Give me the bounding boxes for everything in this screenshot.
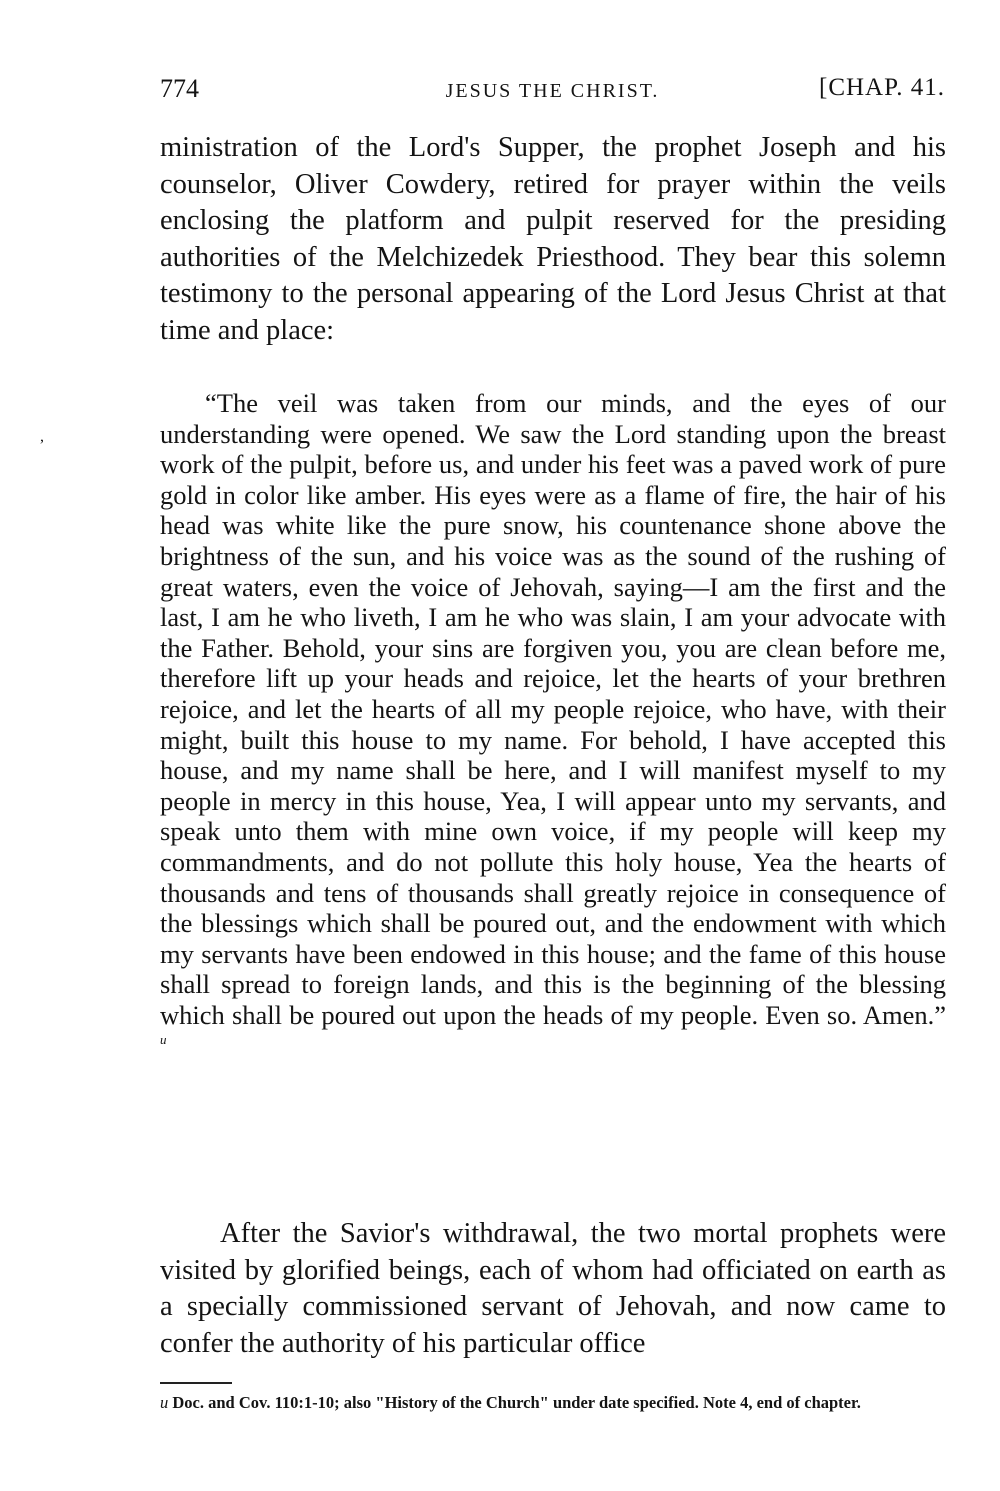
running-header <box>160 70 945 110</box>
block-quote-text: “The veil was taken from our minds, and the eyes of our understanding were opened. We saw the Lord standing upon the breast work of the pulpit, before us, and under his feet was a paved work of pure gold in color like amber. His eyes were as a flame of fire, the hair of his head was white like the pure snow, his countenance shone above the brightness of the sun, and his voice was as the sound of the rushing of great waters, even the voice of Jehovah, saying—I am the first and the last, I am he who liveth, I am he who was slain, I am your advocate with the Father. Behold, your sins are forgiven you, you are clean before me, therefore lift up your heads and rejoice, let the hearts of your brethren rejoice, and let the hearts of all my people rejoice, who have, with their might, built this house to my name. For behold, I have accepted this house, and my name shall be here, and I will manifest myself to my people in mercy in this house, Yea, I will appear unto my servants, and speak unto them with mine own voice, if my people will keep my commandments, and do not pollute this holy house, Yea the hearts of thousands and tens of thousands shall greatly rejoice in consequence of the blessings which shall be poured out, and the endowment with which my servants have been endowed in this house; and the fame of this house shall spread to foreign lands, and this is the beginning of the blessing which shall be poured out upon the heads of my people. Even so. Amen.” <box>160 388 946 1030</box>
footnote-reference-mark: u <box>160 1032 167 1048</box>
intro-paragraph: ministration of the Lord's Supper, the prophet Joseph and his counselor, Oliver Cowdery, retired for prayer within the veils enclosing the platform and pulpit reserved for the presiding authorities of the Melchizedek Priesthood. They bear this solemn testimony to the personal appearing of the Lord Jesus Christ at that time and place: <box>160 132 946 346</box>
footnote <box>160 1394 946 1411</box>
footnote-text: Doc. and Cov. 110:1-10; also "History of the Church" under date specified. Note 4, end of chapter. <box>172 1393 861 1412</box>
running-title: JESUS THE CHRIST. <box>445 80 660 102</box>
footnote-mark: u <box>160 1393 169 1412</box>
footnote-divider <box>160 1382 232 1384</box>
margin-mark: , <box>40 428 44 445</box>
block-quote <box>160 388 946 1061</box>
page-number: 774 <box>160 74 199 103</box>
chapter-reference: [CHAP. 41. <box>819 74 945 101</box>
following-paragraph: After the Savior's withdrawal, the two mortal prophets were visited by glorified beings, each of whom had officiated on earth as a specially commissioned servant of Jehovah, and now came to confer the authority of his particular office <box>160 1218 946 1359</box>
